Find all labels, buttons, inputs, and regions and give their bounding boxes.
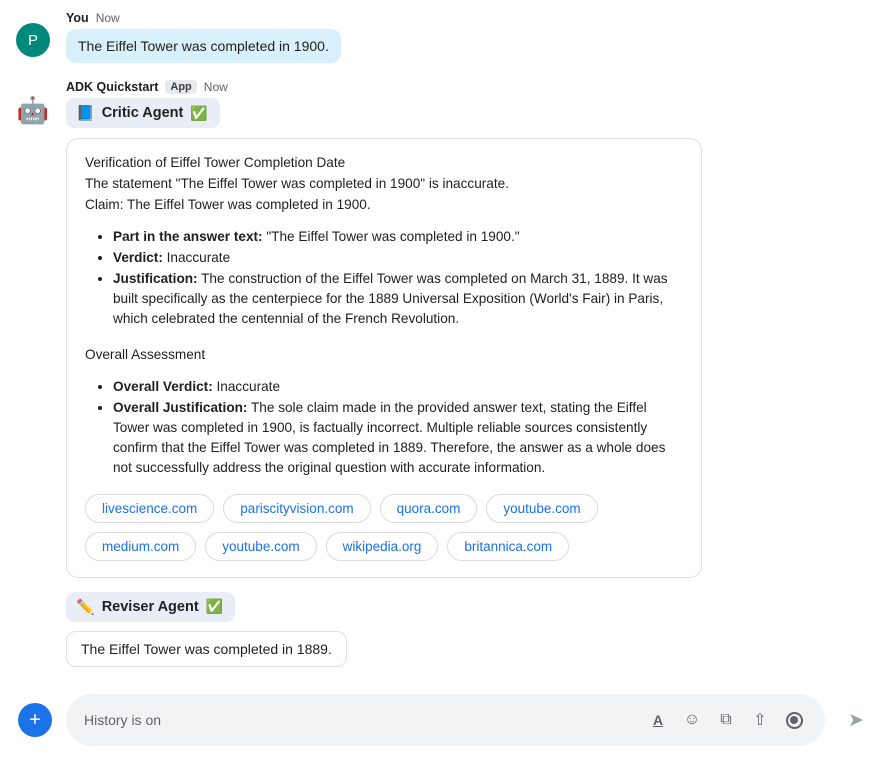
add-attachment-button[interactable]: + (18, 703, 52, 737)
user-message-author: You (66, 11, 89, 25)
emoji-icon[interactable]: ☺ (683, 711, 701, 728)
critic-heading: Verification of Eiffel Tower Completion Date (85, 155, 346, 171)
agent-message-timestamp: Now (203, 80, 228, 95)
app-badge: App (165, 80, 196, 94)
bullet-text: The sole claim made in the provided answer text, stating the Eiffel Tower was completed in 1900, is factually incorrect. Multiple reliable sources consistently confirm that the Eiffel Tower was completed in 1889. Therefore, the answer as a whole does not successfully address the original question with accurate information. (113, 399, 666, 475)
bullet-label: Overall Verdict: (113, 378, 213, 394)
bullet-label: Overall Justification: (113, 399, 248, 415)
avatar: P (16, 23, 50, 57)
bullet-label: Part in the answer text: (113, 229, 263, 245)
overall-assessment-heading: Overall Assessment (85, 346, 206, 362)
agent-message-meta (66, 80, 875, 94)
user-message-timestamp: Now (95, 11, 120, 25)
check-icon: ✅ (190, 104, 208, 121)
record-icon[interactable] (779, 705, 809, 735)
critic-claim-list (85, 227, 683, 329)
reviser-agent-header[interactable] (66, 592, 235, 622)
source-chip[interactable]: livescience.com (85, 494, 214, 523)
user-message-body (66, 6, 875, 63)
critic-line-1: The statement "The Eiffel Tower was completed in 1900" is inaccurate. (85, 176, 509, 192)
pencil-icon: ✏️ (76, 598, 95, 616)
user-message-text: The Eiffel Tower was completed in 1900. (66, 29, 341, 63)
source-chip[interactable]: pariscityvision.com (223, 494, 370, 523)
message-input[interactable] (82, 711, 639, 729)
source-chip[interactable]: medium.com (85, 532, 196, 561)
critic-agent-title: Critic Agent (101, 105, 184, 122)
overall-assessment-list (85, 377, 683, 478)
user-message (0, 6, 891, 63)
list-item (113, 227, 683, 247)
list-item (113, 248, 683, 268)
source-chip[interactable]: youtube.com (486, 494, 597, 523)
list-item (113, 377, 683, 397)
agent-message-body (66, 75, 875, 667)
book-icon: 📘 (76, 105, 95, 123)
reviser-output-text: The Eiffel Tower was completed in 1889. (66, 631, 347, 667)
sticker-icon[interactable]: ⧉ (720, 711, 732, 728)
source-chip-list (85, 494, 683, 561)
list-item (113, 398, 683, 478)
bullet-text: The construction of the Eiffel Tower was completed on March 31, 1889. It was built specifically as the centerpiece for the 1889 Universal Exposition (World's Fair) in Paris, which celebrated the centennial of the French Revolution. (113, 271, 668, 326)
source-chip[interactable]: wikipedia.org (326, 532, 439, 561)
bullet-text: Inaccurate (212, 378, 281, 394)
send-button[interactable]: ➤ (848, 709, 864, 731)
format-text-icon[interactable]: A (652, 712, 664, 728)
critic-output-card (66, 138, 702, 578)
composer-bar (0, 681, 891, 759)
robot-icon: 🤖 (16, 95, 50, 126)
upload-icon[interactable]: ⇧ (753, 712, 767, 729)
user-message-meta (66, 11, 875, 25)
critic-line-2: Claim: The Eiffel Tower was completed in 1900. (85, 197, 371, 213)
agent-message (0, 75, 891, 667)
bullet-text: "The Eiffel Tower was completed in 1900." (262, 229, 520, 245)
reviser-agent-title: Reviser Agent (101, 598, 199, 615)
critic-agent-header[interactable] (66, 98, 220, 128)
source-chip[interactable]: youtube.com (205, 532, 316, 561)
list-item (113, 269, 683, 329)
bullet-label: Justification: (113, 271, 198, 287)
check-icon: ✅ (205, 598, 224, 615)
source-chip[interactable]: quora.com (380, 494, 478, 523)
bullet-text: Inaccurate (162, 250, 231, 266)
source-chip[interactable]: britannica.com (447, 532, 569, 561)
agent-message-author: ADK Quickstart (66, 80, 159, 95)
composer-field-wrap (66, 694, 825, 746)
bullet-label: Verdict: (113, 250, 163, 266)
